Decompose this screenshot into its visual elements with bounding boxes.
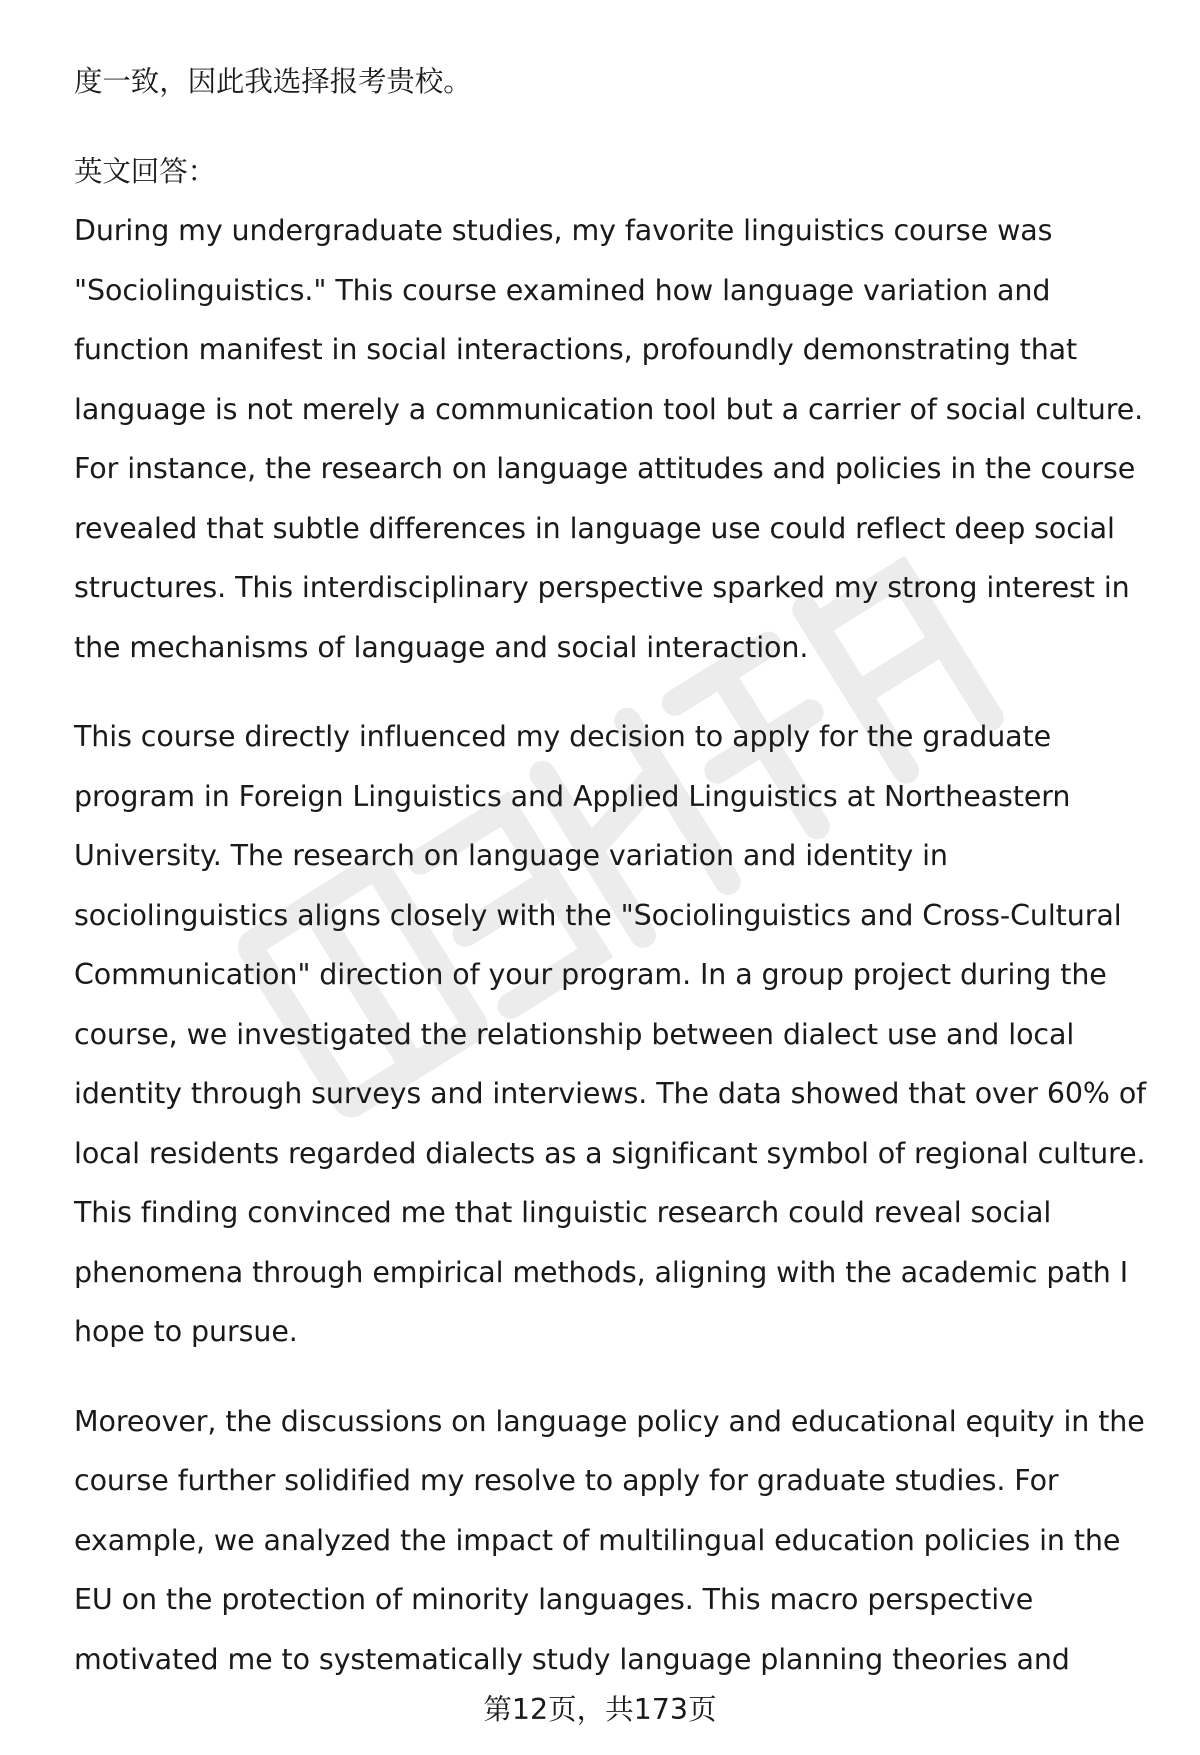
- paragraph-4: This course directly influenced my decision to apply for the graduate program in Foreign Linguistics and Applied Linguistics at Northeastern University. The research on language variation and identity in sociolinguistics aligns closely with the "Sociolinguistics and Cross-Cultural Communication" direction of your program. In a group project during the course, we investigated the relationship between dialect use and local identity through surveys and interviews. The data showed that over 60% of local residents regarded dialects as a significant symbol of regional culture. This finding convinced me that linguistic research could reveal social phenomena through empirical methods, aligning with the academic path I hope to pursue.: [74, 720, 1147, 1348]
- paragraph-5: Moreover, the discussions on language policy and educational equity in the course further solidified my resolve to apply for graduate studies. For example, we analyzed the impact of multilingual education policies in the EU on the protection of minority languages. This macro perspective motivated me to systematically study language planning theories and: [74, 1404, 1145, 1676]
- paragraph-2: 英文回答：: [74, 154, 217, 188]
- paragraph-3: During my undergraduate studies, my favorite linguistics course was "Sociolinguistics." This course examined how language variation and function manifest in social interactions, profoundly demonstrating that language is not merely a communication tool but a carrier of social culture. For instance, the research on language attitudes and policies in the course revealed that subtle differences in language use could reflect deep social structures. This interdisciplinary perspective sparked my strong interest in the mechanisms of language and social interaction.: [74, 214, 1144, 664]
- document-body: [74, 52, 1154, 1689]
- page-number: 第12页，共173页: [483, 1693, 717, 1726]
- paragraph-1: 度一致，因此我选择报考贵校。: [74, 65, 472, 98]
